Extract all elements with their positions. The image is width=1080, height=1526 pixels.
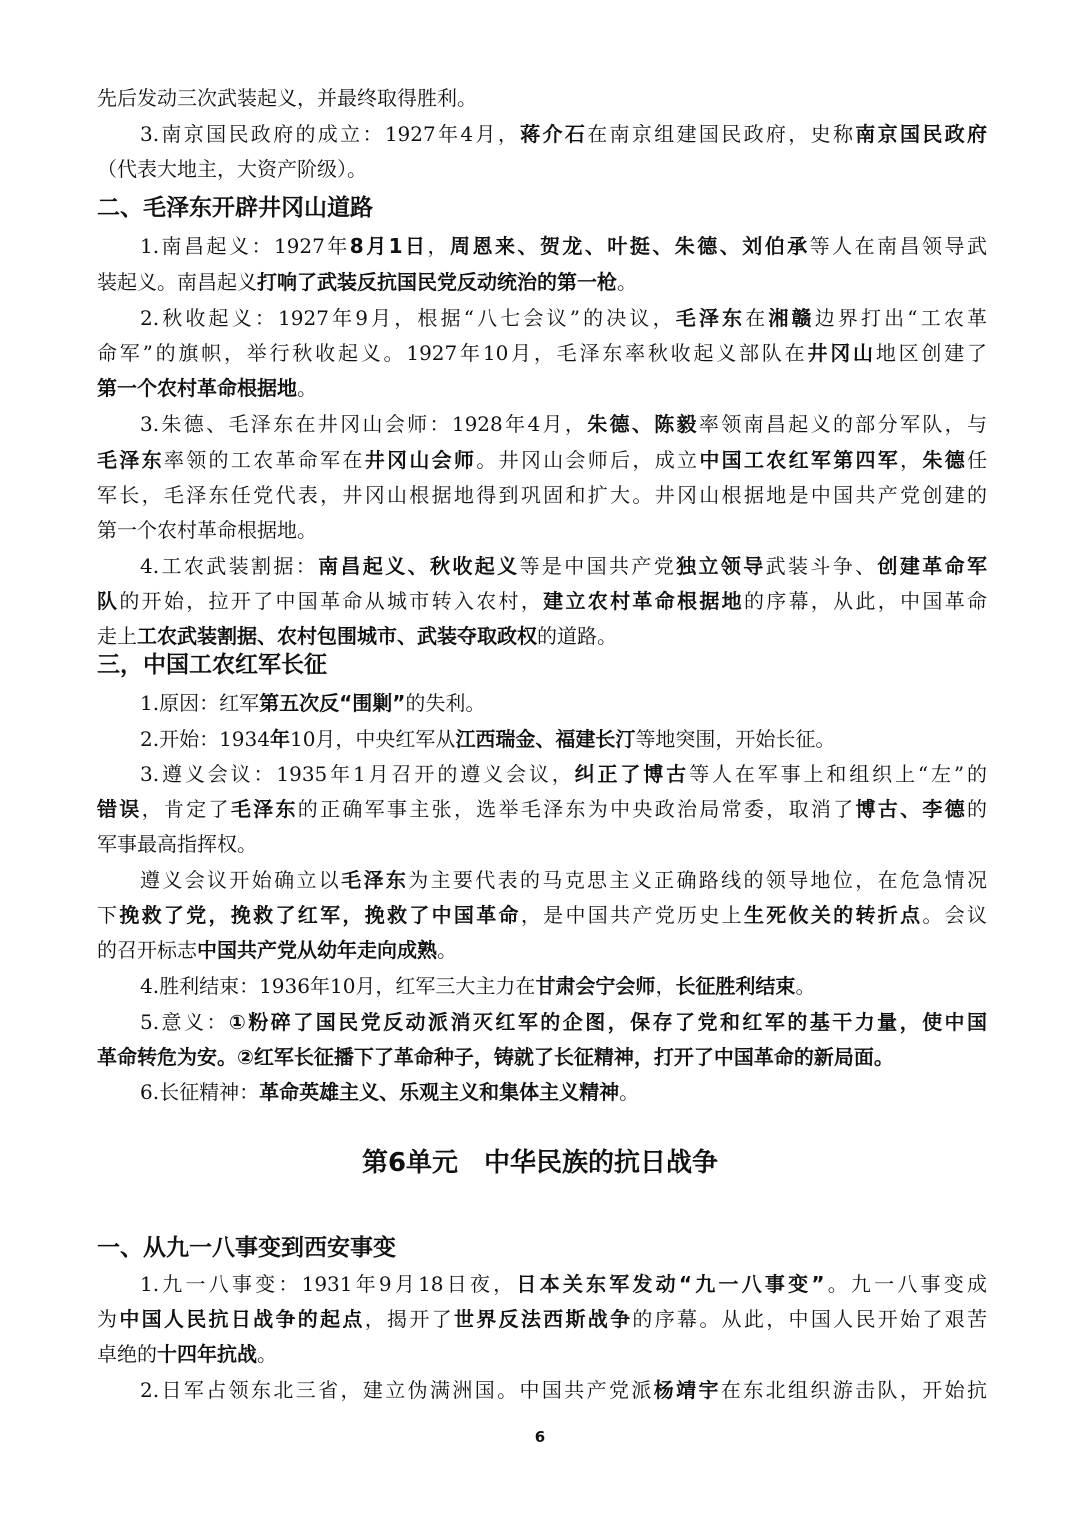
text-span: 的序幕。从此，中国人民开始了艰苦 [632,1307,988,1331]
text-span: 等人在南昌领导武 [809,234,988,258]
bold-text: 长征胜利结束 [675,974,796,998]
bold-text: 第五次反“围剿” [259,691,406,715]
text-line [140,1270,987,1298]
text-span: 为 [97,1307,120,1331]
text-line [97,901,987,929]
text-span: 二、毛泽东开辟井冈山道路 [97,195,373,221]
bold-text: 世界反法西斯战争 [453,1307,633,1331]
text-span: 下 [97,903,120,927]
text-line [97,1043,987,1071]
text-line [97,374,987,402]
text-span: 。会议 [922,903,988,927]
text-line [140,120,987,148]
bold-text: 中国工农红军第四军 [699,448,901,472]
section-heading [97,193,373,223]
text-span: 。 [297,376,317,400]
text-span: 的失利。 [405,691,486,715]
text-span: 10月，中央红军从 [289,727,456,751]
bold-text: 年 [269,727,290,751]
text-span: 第6单元 中华民族的抗日战争 [361,1148,719,1178]
text-span: 武装斗争、 [765,554,878,578]
text-span: 。 [619,1080,640,1104]
text-span: 3.遵义会议：1935年1月召开的遵义会议， [140,762,575,786]
text-line [97,516,987,544]
text-span: 地区创建了 [875,341,988,365]
text-span: 。井冈山会师后，成立 [476,448,700,472]
text-span: 的召开标志 [97,938,197,962]
text-span: ，是中国共产党历史上 [520,903,744,927]
bold-text: 井冈山会师 [364,448,477,472]
text-span: 3.南京国民政府的成立：1927年4月， [140,122,521,146]
bold-text: 建立农村革命根据地 [543,589,744,613]
bold-text: 错误 [97,797,142,821]
text-span: 在 [745,306,769,330]
text-line [97,622,987,650]
text-span: 。 [257,1342,277,1366]
text-line [97,446,987,474]
text-span: 的开始，拉开了中国革命从城市转入农村， [119,589,544,613]
text-span: ， [900,448,923,472]
text-span: ， [655,974,676,998]
text-span: 一、从九一八事变到西安事变 [97,1235,396,1261]
text-span: ，揭开了 [364,1307,454,1331]
text-span: 等地突围，开始长征。 [635,727,836,751]
bold-text: 南京国民政府 [855,122,988,146]
bold-text: 革命转危为安。②红军长征播下了革命种子，铸就了长征精神，打开了中国革命的新局面。 [97,1045,894,1069]
text-span: 走上 [97,624,137,648]
text-span: ， [427,234,451,258]
text-line [140,866,987,894]
text-span: 卓绝的 [97,1342,157,1366]
section-heading [97,650,327,680]
text-line [97,339,987,367]
text-span: 率领南昌起义的部分军队，与 [698,412,987,436]
text-line [97,830,987,858]
text-span: 任 [967,448,988,472]
unit-title [0,1146,1080,1180]
text-span: 4.胜利结束：1936年10月，红军三大主力在 [140,974,536,998]
bold-text: 江西瑞金、福建长汀 [455,727,636,751]
bold-text: 十四年抗战 [157,1342,257,1366]
text-line [97,795,987,823]
bold-text: 朱德、陈毅 [587,412,699,436]
text-span: 1.原因：红军 [140,691,260,715]
text-line [97,936,987,964]
bold-text: 周恩来、贺龙、叶挺、朱德、刘伯承 [450,234,810,258]
text-span: 率领的工农革命军在 [163,448,365,472]
bold-text: 日本关东军发动“九一八事变” [516,1272,825,1296]
text-line [140,760,987,788]
text-span: ，肯定了 [141,797,231,821]
text-span: 的正确军事主张，选举毛泽东为中央政治局常委，取消了 [297,797,856,821]
text-line [140,304,987,332]
text-span: 的序幕，从此，中国革命 [743,589,988,613]
text-span: 。 [437,938,457,962]
text-span: 为主要代表的马克思主义正确路线的领导地位，在危急情况 [408,868,988,892]
bold-text: 挽救了党，挽救了红军，挽救了中国革命 [119,903,521,927]
text-line [97,155,987,183]
text-line [97,84,987,112]
bold-text: 纠正了 [574,762,644,786]
bold-text: 第一个农村革命根据地 [97,376,297,400]
text-span: 4.工农武装割据： [140,554,319,578]
text-line [140,972,987,1000]
bold-text: 创建革命军 [877,554,988,578]
bold-text: 博古 [643,762,690,786]
bold-text: 毛泽东 [230,797,298,821]
bold-text: 毛泽东 [675,306,746,330]
text-span: 。九一八事变成 [824,1272,987,1296]
bold-text: 蒋介石 [520,122,588,146]
bold-text: 湘赣 [768,306,815,330]
text-span: 5.意义： [140,1010,229,1034]
text-line [140,552,987,580]
text-line [140,725,987,753]
bold-text: 毛泽东 [341,868,409,892]
bold-text: 打响了武装反抗国民党反动统治的第一枪 [257,270,617,294]
text-span: 2.秋收起义：1927年9月，根据“八七会议”的决议， [140,306,676,330]
text-span: 3.朱德、毛泽东在井冈山会师：1928年4月， [140,412,588,436]
text-line [97,587,987,615]
bold-text: 朱德 [922,448,968,472]
section-heading [97,1233,396,1263]
bold-text: 中国人民抗日战争的起点 [119,1307,365,1331]
text-span: 军长，毛泽东任党代表，井冈山根据地得到巩固和扩大。井冈山根据地是中国共产党创建的 [97,483,987,507]
bold-text: 8月1日 [349,234,428,258]
text-span: 第一个农村革命根据地。 [97,518,317,542]
text-span: 6.长征精神： [140,1080,260,1104]
text-line [140,1376,987,1404]
text-line [140,1008,987,1036]
text-line [97,268,987,296]
bold-text: 毛泽东 [97,448,164,472]
text-span: 在南京组建国民政府，史称 [587,122,856,146]
bold-text: 队 [97,589,120,613]
text-line [140,232,987,260]
text-span: 等是中国共产党 [519,554,677,578]
bold-text: 井冈山 [807,341,876,365]
text-span: 军事最高指挥权。 [97,832,257,856]
bold-text: 生死攸关的转折点 [743,903,923,927]
bold-text: 革命英雄主义、乐观主义和集体主义精神 [259,1080,620,1104]
text-span: 装起义。南昌起义 [97,270,257,294]
text-line [97,481,987,509]
bold-text: ①粉碎了国民党反动派消灭红军的企图，保存了党和红军的基干力量，使中国 [228,1010,987,1034]
text-line [140,689,987,717]
text-span: 2.开始：1934 [140,727,270,751]
text-span: 边界打出“工农革 [814,306,988,330]
text-span: （代表大地主，大资产阶级）。 [97,157,367,181]
text-span: 的 [967,797,988,821]
text-span: 的道路。 [537,624,617,648]
text-span: 。 [617,270,637,294]
bold-text: 工农武装割据、农村包围城市、武装夺取政权 [137,624,537,648]
text-span: 1.南昌起义：1927年 [140,234,350,258]
text-line [97,1340,987,1368]
text-line [140,410,987,438]
text-span: 命军”的旗帜，举行秋收起义。1927年10月，毛泽东率秋收起义部队在 [97,341,808,365]
bold-text: 中国共产党从幼年走向成熟 [197,938,437,962]
text-span: 三，中国工农红军长征 [97,652,327,678]
bold-text: 南昌起义、秋收起义 [318,554,520,578]
text-span: 先后发动三次武装起义，并最终取得胜利。 [97,86,477,110]
bold-text: 博古、李德 [855,797,968,821]
bold-text: 独立领导 [676,554,766,578]
text-span: 2.日军占领东北三省，建立伪满洲国。中国共产党派 [140,1378,654,1402]
text-span: 。 [795,974,816,998]
text-span: 在东北组织游击队，开始抗 [720,1378,988,1402]
text-line [97,1305,987,1333]
text-span: 1.九一八事变：1931年9月18日夜， [140,1272,517,1296]
text-span: 等人在军事上和组织上“左”的 [689,762,988,786]
bold-text: 杨靖宇 [653,1378,721,1402]
text-span: 遵义会议开始确立以 [140,868,342,892]
bold-text: 甘肃会宁会师 [535,974,656,998]
page-number: 6 [534,1428,546,1446]
text-line [140,1078,987,1106]
